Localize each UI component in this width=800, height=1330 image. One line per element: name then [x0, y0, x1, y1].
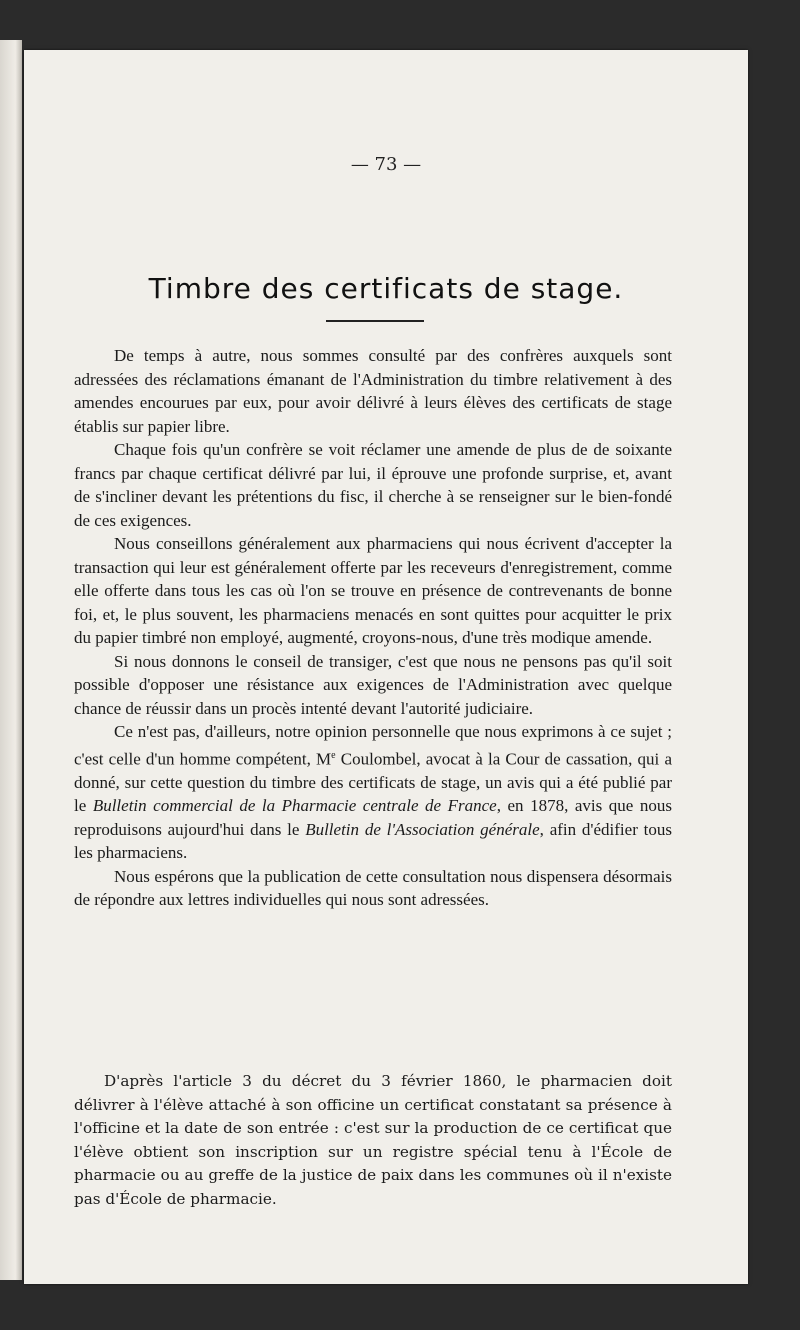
paragraph-3: Nous conseillons généralement aux pharmaciens qui nous écrivent d'accepter la transaction qui leur est généralement offerte par les receveurs d'enregistrement, comme elle offerte dans tous les cas où l'on se trouve en présence de contrevenants de bonne foi, et, le plus souvent, les pharmaciens menacés en sont quittes pour acquitter le prix du papier timbré non employé, augmenté, croyons-nous, d'une très modique amende.: [74, 534, 672, 647]
publication-title-2: Bulletin de l'Association générale: [305, 819, 540, 839]
article-body: [74, 344, 672, 912]
page-title: Timbre des certificats de stage.: [148, 272, 624, 305]
adjacent-page-edge: [0, 40, 22, 1280]
paragraph-6: Nous espérons que la publication de cette consultation nous dispensera désormais de répondre aux lettres individuelles qui nous sont adressées.: [74, 866, 672, 910]
paragraph-5-text-b: Coulombel, avocat à la Cour de cassation, qui a donné, sur cette question du timbre des certificats de stage, un avis qui a été publié par le: [74, 749, 672, 816]
paragraph-5-text-a: Ce n'est pas, d'ailleurs, notre opinion personnelle que nous exprimons à ce sujet ; c'est celle d'un homme compétent, M: [74, 722, 672, 769]
superscript: e: [331, 749, 336, 761]
title-divider: [326, 320, 424, 322]
paragraph-5-text-d: , afin d'édifier tous les pharmaciens.: [74, 819, 672, 863]
page-number: — 73 —: [350, 154, 422, 175]
document-page: [24, 50, 748, 1284]
paragraph-1: De temps à autre, nous sommes consulté par des confrères auxquels sont adressées des réclamations émanant de l'Administration du timbre relativement à des amendes encourues par eux, pour avoir délivré à leurs élèves des certificats de stage établis sur papier libre.: [74, 346, 672, 436]
paragraph-2: Chaque fois qu'un confrère se voit réclamer une amende de plus de de soixante francs par chaque certificat délivré par lui, il éprouve une profonde surprise, et, avant de s'incliner devant les prétentions du fisc, il cherche à se renseigner sur le bien-fondé de ces exigences.: [74, 440, 672, 530]
consultation-paragraph: D'après l'article 3 du décret du 3 février 1860, le pharmacien doit délivrer à l'élève attaché à son officine un certificat constatant sa présence à l'officine et la date de son entrée : c'est sur la production de ce certificat que l'élève obtient son inscription sur un registre spécial tenu à l'École de pharmacie ou au greffe de la justice de paix dans les communes où il n'existe pas d'École de pharmacie.: [74, 1072, 672, 1208]
publication-title-1: Bulletin commercial de la Pharmacie centrale de France: [92, 796, 497, 816]
paragraph-4: Si nous donnons le conseil de transiger, c'est que nous ne pensons pas qu'il soit possible d'opposer une résistance aux exigences de l'Administration avec quelque chance de réussir dans un procès intenté devant l'autorité judiciaire.: [74, 651, 672, 718]
paragraph-5: [74, 720, 672, 865]
paragraph-5-text-c: , en 1878, avis que nous reproduisons aujourd'hui dans le: [74, 796, 672, 839]
